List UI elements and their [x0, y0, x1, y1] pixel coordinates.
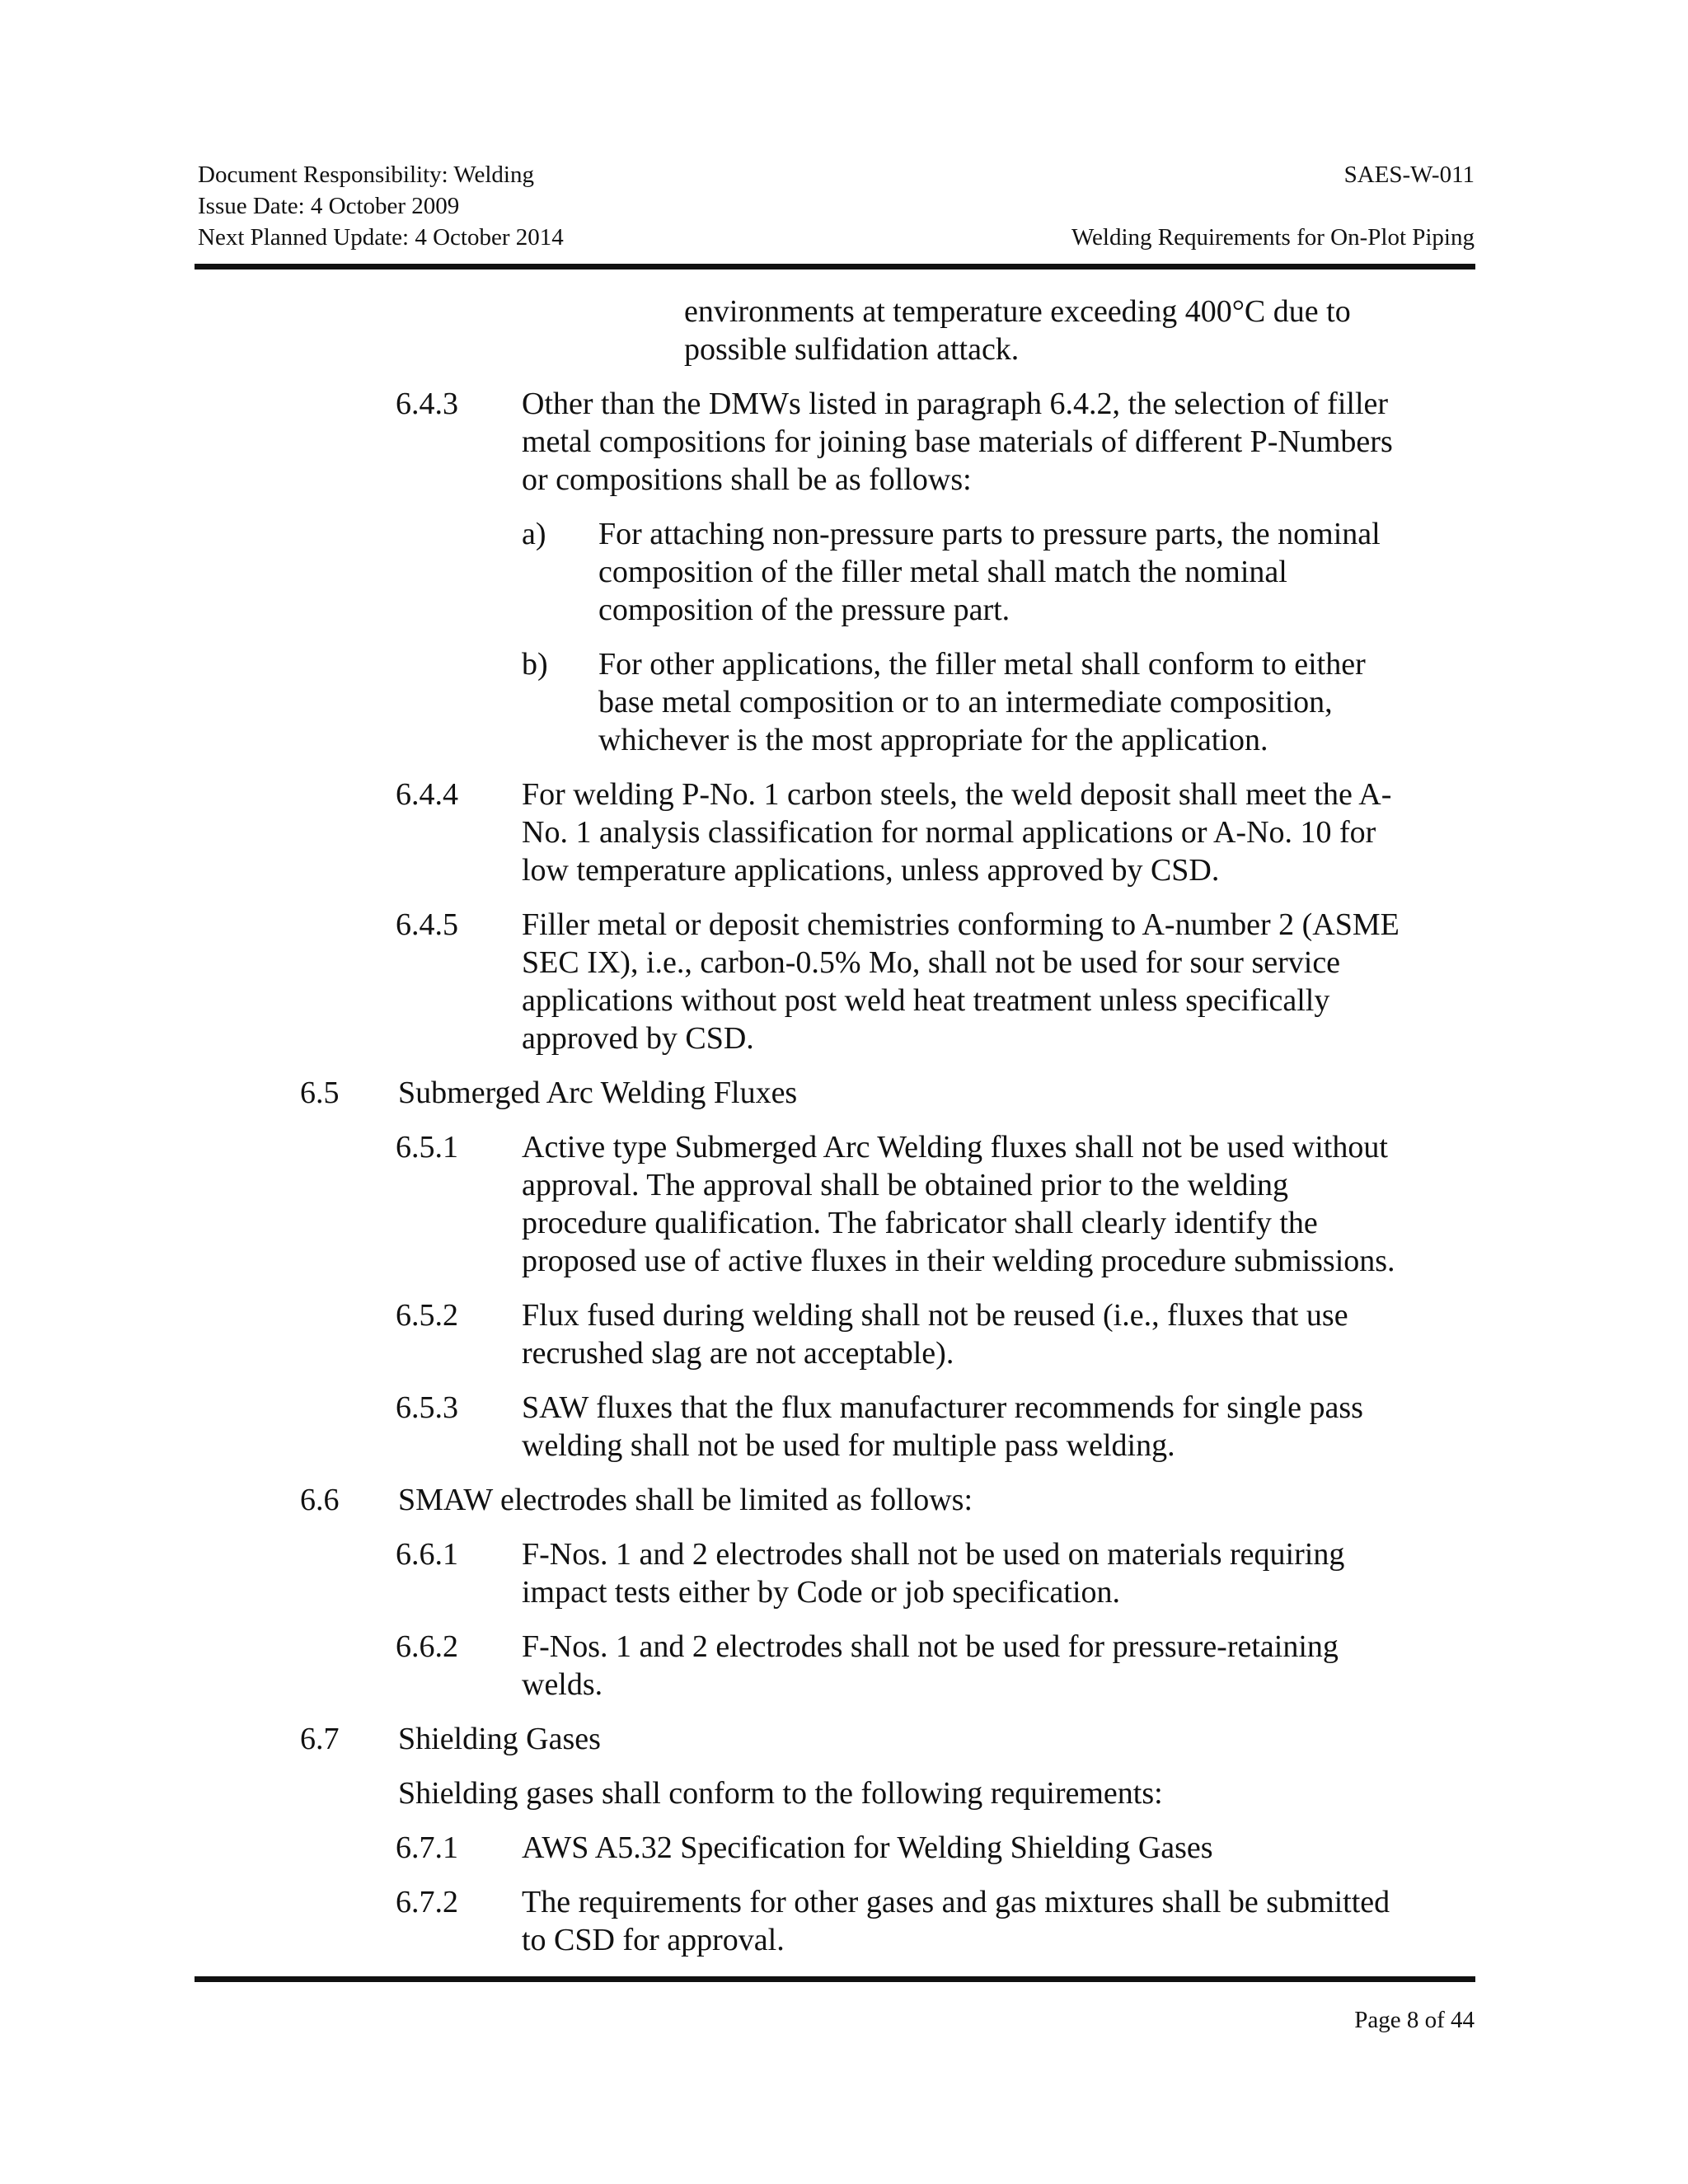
section-text: SAW fluxes that the flux manufacturer recommends for single pass welding shall not be used for multiple pass welding. [522, 1390, 1363, 1463]
section-number: 6.4.3 [396, 387, 458, 421]
doc-responsibility: Document Responsibility: Welding [198, 162, 534, 188]
section-6-7-1 [0, 1829, 1688, 1867]
list-text: For attaching non-pressure parts to pressure parts, the nominal composition of the filler metal shall match the nominal composition of the pressure part. [598, 517, 1381, 627]
section-number: 6.5 [300, 1076, 340, 1110]
footer-rule [195, 1976, 1475, 1982]
section-text: Flux fused during welding shall not be reused (i.e., fluxes that use recrushed slag are not acceptable). [522, 1298, 1348, 1371]
section-heading: Submerged Arc Welding Fluxes [398, 1076, 798, 1110]
section-6-6 [0, 1481, 1688, 1519]
list-label: a) [522, 517, 546, 551]
section-number: 6.7.1 [396, 1830, 458, 1865]
section-text: F-Nos. 1 and 2 electrodes shall not be used for pressure-retaining welds. [522, 1629, 1339, 1702]
list-label: b) [522, 647, 548, 682]
section-number: 6.5.1 [396, 1130, 458, 1165]
section-6-6-2 [0, 1628, 1688, 1704]
section-6-5-1 [0, 1128, 1688, 1280]
list-item-b [0, 645, 1688, 759]
section-number: 6.7 [300, 1722, 340, 1756]
doc-number: SAES-W-011 [1343, 162, 1475, 188]
section-text: The requirements for other gases and gas mixtures shall be submitted to CSD for approval. [522, 1885, 1390, 1957]
section-heading: Shielding Gases [398, 1722, 601, 1756]
doc-title: Welding Requirements for On-Plot Piping [1071, 224, 1475, 251]
section-text: For welding P-No. 1 carbon steels, the weld deposit shall meet the A- No. 1 analysis classification for normal applications or A-No. 10 for low temperature applications, unless approved by CSD. [522, 777, 1392, 888]
continuation-text: environments at temperature exceeding 400°C due to possible sulfidation attack. [684, 294, 1351, 367]
issue-date: Issue Date: 4 October 2009 [198, 193, 460, 219]
section-6-4-5 [0, 906, 1688, 1057]
section-6-7 [0, 1720, 1688, 1758]
section-number: 6.4.5 [396, 907, 458, 942]
page-number: Page 8 of 44 [1354, 2007, 1475, 2033]
section-number: 6.6 [300, 1483, 340, 1517]
section-number: 6.5.3 [396, 1390, 458, 1425]
list-text: For other applications, the filler metal shall conform to either base metal composition or to an intermediate composition, whichever is the most appropriate for the application. [598, 647, 1366, 757]
header-right [1071, 159, 1475, 253]
section-number: 6.6.1 [396, 1537, 458, 1572]
section-text: Active type Submerged Arc Welding fluxes shall not be used without approval. The approval shall be obtained prior to the welding procedure qualification. The fabricator shall clearly identify the proposed use of active fluxes in their welding procedure submissions. [522, 1130, 1395, 1278]
section-number: 6.7.2 [396, 1885, 458, 1919]
section-6-4-4 [0, 776, 1688, 889]
section-6-5-2 [0, 1296, 1688, 1372]
section-text: AWS A5.32 Specification for Welding Shielding Gases [522, 1830, 1213, 1865]
next-update: Next Planned Update: 4 October 2014 [198, 224, 564, 251]
section-text: Other than the DMWs listed in paragraph 6.4.2, the selection of filler metal compositions for joining base materials of different P-Numbers or compositions shall be as follows: [522, 387, 1393, 497]
section-number: 6.5.2 [396, 1298, 458, 1333]
header-left [198, 159, 564, 253]
section-number: 6.6.2 [396, 1629, 458, 1664]
section-6-6-1 [0, 1535, 1688, 1611]
section-number: 6.4.4 [396, 777, 458, 812]
header-rule [195, 264, 1475, 269]
section-6-4-3 [0, 385, 1688, 499]
section-6-5-3 [0, 1389, 1688, 1465]
section-6-7-intro: Shielding gases shall conform to the following requirements: [398, 1776, 1163, 1811]
list-item-a [0, 515, 1688, 629]
section-text: Filler metal or deposit chemistries conforming to A-number 2 (ASME SEC IX), i.e., carbon-0.5% Mo, shall not be used for sour service applications without post weld heat treatment unless specifically approved by CSD. [522, 907, 1400, 1056]
section-6-5 [0, 1074, 1688, 1112]
section-heading: SMAW electrodes shall be limited as follows: [398, 1483, 973, 1517]
section-6-7-2 [0, 1883, 1688, 1959]
document-body [0, 293, 1688, 1959]
section-text: F-Nos. 1 and 2 electrodes shall not be used on materials requiring impact tests either by Code or job specification. [522, 1537, 1345, 1610]
